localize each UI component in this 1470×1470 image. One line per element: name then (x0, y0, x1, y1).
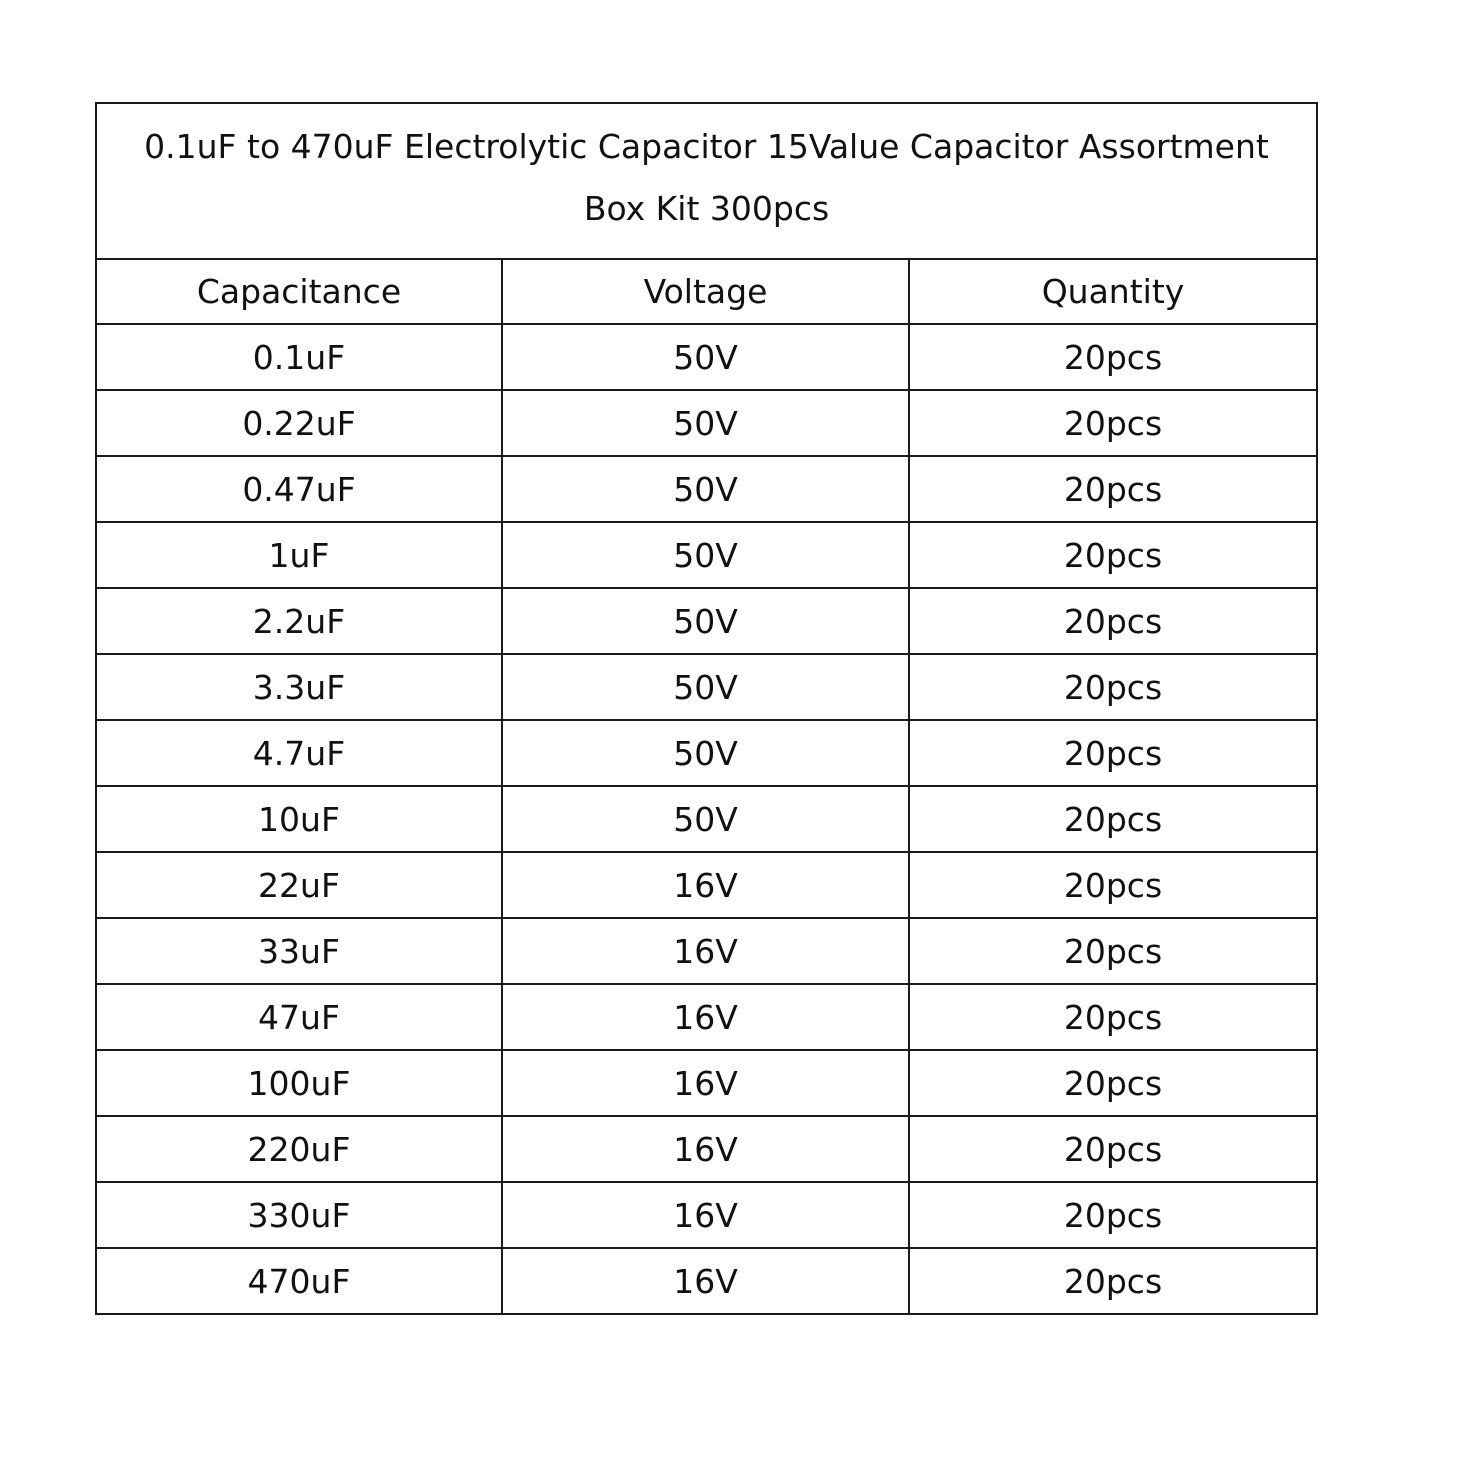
voltage-cell: 16V (502, 852, 909, 918)
header-row (96, 259, 1317, 324)
table-row (96, 1248, 1317, 1314)
voltage-cell: 16V (502, 1116, 909, 1182)
capacitance-cell: 470uF (96, 1248, 502, 1314)
quantity-cell: 20pcs (909, 1182, 1317, 1248)
table-row (96, 1050, 1317, 1116)
capacitance-cell: 1uF (96, 522, 502, 588)
voltage-cell: 50V (502, 654, 909, 720)
capacitor-spec-table (95, 102, 1318, 1315)
header-quantity: Quantity (909, 259, 1317, 324)
voltage-cell: 16V (502, 918, 909, 984)
quantity-cell: 20pcs (909, 984, 1317, 1050)
table-row (96, 522, 1317, 588)
header-capacitance: Capacitance (96, 259, 502, 324)
capacitance-cell: 22uF (96, 852, 502, 918)
table-row (96, 588, 1317, 654)
table-row (96, 786, 1317, 852)
capacitance-cell: 33uF (96, 918, 502, 984)
quantity-cell: 20pcs (909, 720, 1317, 786)
table-row (96, 852, 1317, 918)
voltage-cell: 16V (502, 984, 909, 1050)
voltage-cell: 50V (502, 720, 909, 786)
capacitance-cell: 47uF (96, 984, 502, 1050)
table-row (96, 654, 1317, 720)
capacitance-cell: 220uF (96, 1116, 502, 1182)
voltage-cell: 50V (502, 324, 909, 390)
table-row (96, 324, 1317, 390)
quantity-cell: 20pcs (909, 456, 1317, 522)
voltage-cell: 16V (502, 1182, 909, 1248)
table-row (96, 456, 1317, 522)
quantity-cell: 20pcs (909, 786, 1317, 852)
capacitance-cell: 0.22uF (96, 390, 502, 456)
capacitance-cell: 0.47uF (96, 456, 502, 522)
quantity-cell: 20pcs (909, 1248, 1317, 1314)
capacitance-cell: 2.2uF (96, 588, 502, 654)
quantity-cell: 20pcs (909, 324, 1317, 390)
voltage-cell: 50V (502, 588, 909, 654)
capacitance-cell: 4.7uF (96, 720, 502, 786)
table-row (96, 390, 1317, 456)
quantity-cell: 20pcs (909, 588, 1317, 654)
table-row (96, 1182, 1317, 1248)
capacitance-cell: 0.1uF (96, 324, 502, 390)
capacitance-cell: 330uF (96, 1182, 502, 1248)
voltage-cell: 16V (502, 1050, 909, 1116)
voltage-cell: 16V (502, 1248, 909, 1314)
voltage-cell: 50V (502, 456, 909, 522)
quantity-cell: 20pcs (909, 522, 1317, 588)
table-row (96, 720, 1317, 786)
voltage-cell: 50V (502, 786, 909, 852)
capacitance-cell: 100uF (96, 1050, 502, 1116)
header-voltage: Voltage (502, 259, 909, 324)
quantity-cell: 20pcs (909, 390, 1317, 456)
quantity-cell: 20pcs (909, 1116, 1317, 1182)
quantity-cell: 20pcs (909, 654, 1317, 720)
voltage-cell: 50V (502, 522, 909, 588)
table-row (96, 1116, 1317, 1182)
capacitance-cell: 3.3uF (96, 654, 502, 720)
table-row (96, 984, 1317, 1050)
voltage-cell: 50V (502, 390, 909, 456)
table-row (96, 918, 1317, 984)
table-title-cell (96, 103, 1317, 259)
quantity-cell: 20pcs (909, 918, 1317, 984)
quantity-cell: 20pcs (909, 1050, 1317, 1116)
quantity-cell: 20pcs (909, 852, 1317, 918)
title-row (96, 103, 1317, 259)
table-title: 0.1uF to 470uF Electrolytic Capacitor 15Value Capacitor Assortment Box Kit 300pcs (144, 127, 1269, 228)
capacitance-cell: 10uF (96, 786, 502, 852)
